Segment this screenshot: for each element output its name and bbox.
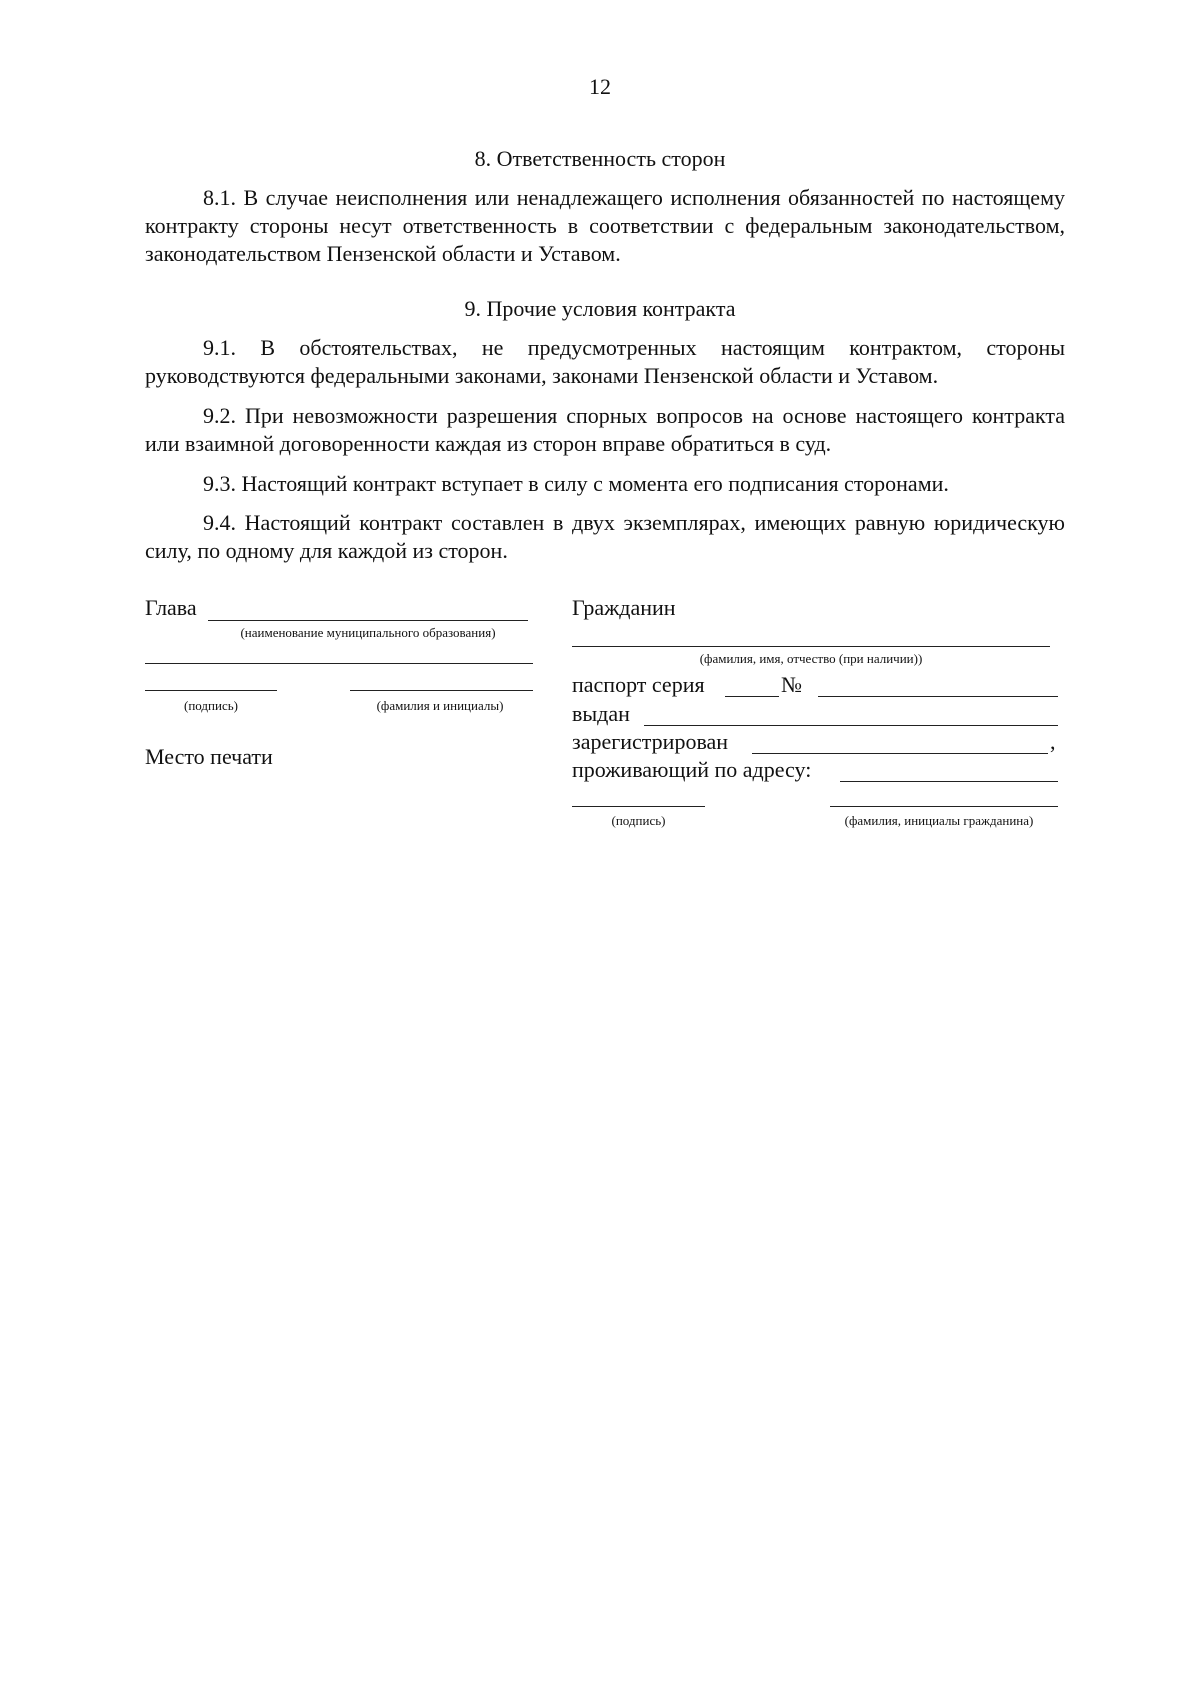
- section-9-paragraph-1: 9.1. В обстоятельствах, не предусмотренных настоящим контрактом, стороны руководствуются федеральными законами, законами Пензенской области и Уставом.: [145, 335, 1065, 388]
- residing-line: [840, 781, 1058, 782]
- section-8-paragraph-1: 8.1. В случае неисполнения или ненадлежащего исполнения обязанностей по настоящему контракту стороны несут ответственность в соответствии с федеральным законодательством, законодательством Пензенской области и Уставом.: [145, 185, 1065, 266]
- registered-line: [752, 753, 1048, 754]
- citizen-signature-caption: (подпись): [611, 813, 666, 828]
- head-name-line: [350, 690, 533, 691]
- registered-comma: ,: [1050, 729, 1056, 754]
- citizen-name-caption: (фамилия, инициалы гражданина): [844, 813, 1034, 828]
- section-9-title: 9. Прочие условия контракта: [464, 296, 736, 321]
- municipality-line: [208, 620, 528, 621]
- head-label: Глава: [145, 595, 197, 620]
- municipality-line-2: [145, 663, 533, 664]
- section-9-paragraph-3: 9.3. Настоящий контракт вступает в силу с момента его подписания сторонами.: [203, 471, 949, 496]
- citizen-fio-caption: (фамилия, имя, отчество (при наличии)): [699, 651, 923, 666]
- citizen-name-line: [830, 806, 1058, 807]
- citizen-signature-line: [572, 806, 705, 807]
- page-number: 12: [589, 74, 611, 99]
- citizen-label: Гражданин: [572, 595, 676, 620]
- section-9-paragraph-4: 9.4. Настоящий контракт составлен в двух экземплярах, имеющих равную юридическую силу, по одному для каждой из сторон.: [145, 510, 1065, 563]
- issued-label: выдан: [572, 701, 630, 726]
- citizen-fio-line: [572, 646, 1050, 647]
- residing-label: проживающий по адресу:: [572, 757, 812, 782]
- municipality-caption: (наименование муниципального образования): [240, 625, 496, 640]
- registered-label: зарегистрирован: [572, 729, 729, 754]
- head-name-caption: (фамилия и инициалы): [376, 698, 504, 713]
- passport-number-sign: №: [781, 672, 802, 697]
- passport-number-line: [818, 696, 1058, 697]
- section-9-paragraph-2: 9.2. При невозможности разрешения спорных вопросов на основе настоящего контракта или взаимной договоренности каждая из сторон вправе обратиться в суд.: [145, 403, 1065, 456]
- head-signature-caption: (подпись): [184, 698, 238, 713]
- stamp-label: Место печати: [145, 744, 273, 769]
- section-8-title: 8. Ответственность сторон: [474, 146, 726, 171]
- passport-series-line: [725, 696, 779, 697]
- head-signature-line: [145, 690, 277, 691]
- issued-line: [644, 725, 1058, 726]
- passport-series-label: паспорт серия: [572, 672, 705, 697]
